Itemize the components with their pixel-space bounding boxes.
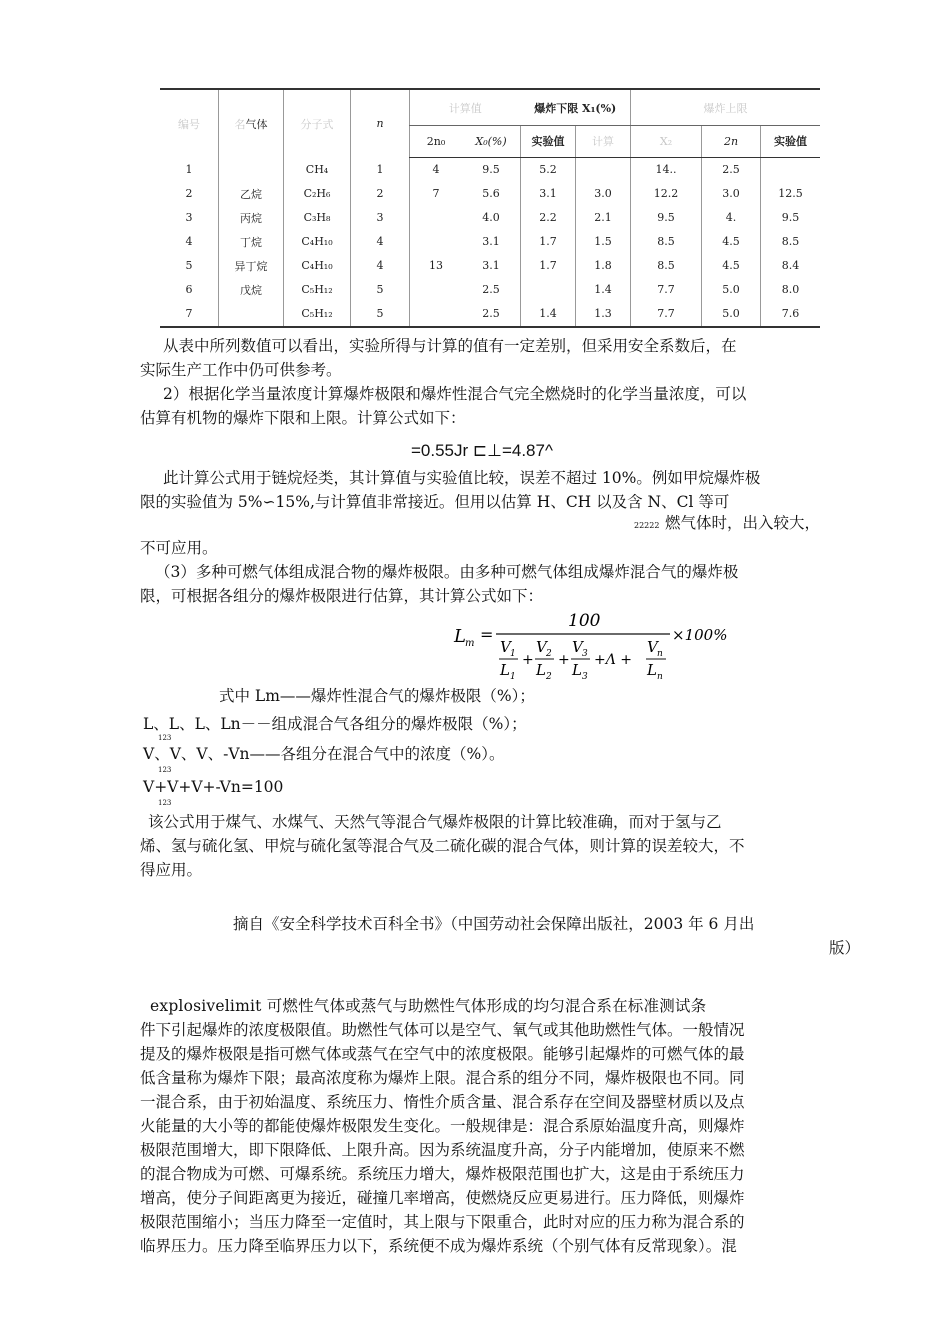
table-cell-exp2: 8.4 — [761, 254, 821, 278]
col-n-header: n — [351, 89, 410, 157]
formula-vn: V — [647, 638, 658, 656]
table-cell-up: 14.. — [631, 157, 702, 182]
definition-l: L、L、L、Ln－－组成混合气各组分的爆炸极限（%）； — [143, 715, 527, 733]
formula-lhs: L — [454, 626, 466, 647]
table-cell-c2n0 — [410, 230, 463, 254]
table-cell-exp: 1.7 — [521, 254, 576, 278]
table-cell-exp — [521, 278, 576, 302]
table-row — [160, 230, 820, 254]
col-formula-header: 分子式 — [284, 89, 351, 157]
source-citation-line-2: 版） — [829, 939, 861, 957]
definition-paragraph-line-11: 临界压力。压力降至临界压力以下，系统便不成为爆炸系统（个别气体有反常现象）。混 — [140, 1237, 737, 1255]
table-cell-no: 3 — [185, 211, 193, 225]
table-cell-n: 3 — [351, 206, 410, 230]
svg-text:+: + — [558, 652, 570, 668]
table-cell-exp2: 12.5 — [761, 182, 821, 206]
formula-l1: L — [500, 661, 510, 679]
table-cell-formula: C₅H₁₂ — [284, 302, 351, 327]
definition-paragraph-line-4: 低含量称为爆炸下限；最高浓度称为爆炸上限。混合系的组分不同，爆炸极限也不同。同 — [140, 1069, 745, 1087]
col-gas-header: 名气体 — [219, 89, 284, 157]
table-cell-exp2: 8.5 — [761, 230, 821, 254]
table-cell-n: 1 — [351, 157, 410, 182]
table-cell-c2n0: 7 — [410, 182, 463, 206]
table-cell-up: 8.5 — [631, 254, 702, 278]
table-cell-c2n: 4.5 — [702, 230, 761, 254]
table-cell-n: 5 — [351, 302, 410, 327]
sub-x0: X₀(%) — [462, 126, 521, 158]
formula-v2-sub: 2 — [546, 649, 552, 659]
table-cell-x0: 4.0 — [482, 211, 500, 225]
svg-text:=: = — [480, 625, 494, 644]
table-cell-x0: 2.5 — [482, 283, 500, 297]
table-cell-exp2: 8.0 — [761, 278, 821, 302]
table-cell-exp2: 9.5 — [761, 206, 821, 230]
table-cell-no: 1 — [185, 163, 193, 176]
sub-exp1: 实验值 — [521, 126, 576, 158]
table-cell-up: 9.5 — [631, 206, 702, 230]
table-cell-c2n0 — [410, 206, 463, 230]
table-cell-up: 8.5 — [631, 230, 702, 254]
paragraph-3-line-4: 不可应用。 — [140, 539, 218, 557]
table-row — [160, 157, 820, 182]
table-row — [160, 278, 820, 302]
index-digits-1: 123 — [158, 734, 172, 742]
paragraph-5-line-3: 得应用。 — [140, 861, 203, 879]
sub-up: X₂ — [631, 126, 702, 158]
table-cell-formula: C₅H₁₂ — [284, 278, 351, 302]
col-calc-header: 计算值 — [410, 89, 521, 126]
paragraph-3-line-2: 限的实验值为 5%∽15%,与计算值非常接近。但用以估算 H、CH 以及含 N、Cl 等可 — [140, 493, 730, 511]
definition-paragraph-line-8: 的混合物成为可燃、可爆系统。系统压力增大，爆炸极限范围也扩大，这是由于系统压力 — [140, 1165, 745, 1183]
table-cell-blank: 2.1 — [576, 206, 631, 230]
table-cell-exp: 1.7 — [521, 230, 576, 254]
table-cell-c2n: 4. — [702, 206, 761, 230]
definition-paragraph-line-9: 增高，使分子间距离更为接近，碰撞几率增高，使燃烧反应更易进行。压力降低，则爆炸 — [140, 1189, 745, 1207]
paragraph-4-line-1: （3）多种可燃气体组成混合物的爆炸极限。由多种可燃气体组成爆炸混合气的爆炸极 — [155, 563, 739, 581]
table-cell-exp: 1.4 — [521, 302, 576, 327]
table-cell-c2n0: 4 — [410, 157, 463, 182]
definition-lm: 式中 Lm——爆炸性混合气的爆炸极限（%）； — [219, 687, 535, 705]
formula-lhs-sub: m — [465, 638, 475, 649]
formula-times-100: ×100% — [672, 626, 728, 644]
col-upper-limit-header: 爆炸上限 — [631, 89, 821, 126]
paragraph-1-line-1: 从表中所列数值可以看出，实验所得与计算的值有一定差别，但采用安全系数后，在 — [163, 337, 737, 355]
formula-v3-sub: 3 — [582, 649, 588, 659]
table-cell-c2n: 2.5 — [702, 157, 761, 182]
formula-l3-sub: 3 — [582, 672, 588, 682]
formula-v2: V — [536, 638, 547, 656]
table-cell-c2n: 5.0 — [702, 302, 761, 327]
table-cell-c2n: 5.0 — [702, 278, 761, 302]
table-cell-exp: 2.2 — [521, 206, 576, 230]
table-cell-blank: 3.0 — [576, 182, 631, 206]
table-cell-up: 12.2 — [631, 182, 702, 206]
table-cell-gas: 丙烷 — [219, 206, 284, 230]
definition-paragraph-line-10: 极限范围缩小；当压力降至一定值时，其上限与下限重合，此时对应的压力称为混合系的 — [140, 1213, 745, 1231]
formula-l2: L — [536, 661, 546, 679]
sub-2n0: 2n₀ — [410, 126, 463, 158]
table-cell-blank: 1.3 — [576, 302, 631, 327]
table-cell-formula: C₃H₈ — [284, 206, 351, 230]
table-cell-gas — [219, 302, 284, 327]
table-cell-x0: 9.5 — [482, 163, 500, 177]
formula-v3: V — [572, 638, 583, 656]
formula-l2-sub: 2 — [546, 672, 552, 682]
table-cell-exp2: 7.6 — [761, 302, 821, 327]
table-cell-c2n: 4.5 — [702, 254, 761, 278]
table-cell-formula: CH₄ — [284, 157, 351, 182]
table-cell-no: 2 — [185, 187, 193, 201]
table-cell-blank — [576, 157, 631, 182]
table-cell-no: 6 — [185, 283, 193, 297]
definition-paragraph-line-5: 一混合系，由于初始温度、系统压力、惰性介质含量、混合系存在空间及器壁材质以及点 — [140, 1093, 745, 1111]
table-cell-gas: 异丁烷 — [219, 254, 284, 278]
sub-2n: 2n — [702, 126, 761, 158]
formula-v1: V — [500, 638, 511, 656]
paragraph-2-line-1: 2）根据化学当量浓度计算爆炸极限和爆炸性混合气完全燃烧时的化学当量浓度，可以 — [163, 385, 747, 403]
svg-text:+: + — [522, 652, 534, 668]
table-cell-n: 5 — [351, 278, 410, 302]
table-cell-c2n0 — [410, 302, 463, 327]
table-cell-no: 5 — [185, 259, 193, 273]
table-cell-blank: 1.8 — [576, 254, 631, 278]
table-cell-x0: 5.6 — [482, 187, 500, 201]
paragraph-4-line-2: 限，可根据各组分的爆炸极限进行估算，其计算公式如下： — [140, 587, 544, 605]
table-cell-c2n0 — [410, 278, 463, 302]
table-cell-gas: 丁烷 — [219, 230, 284, 254]
paragraph-1-line-2: 实际生产工作中仍可供参考。 — [140, 361, 342, 379]
formula-v1-sub: 1 — [510, 649, 516, 659]
table-cell-up: 7.7 — [631, 302, 702, 327]
col-lower-limit-header: 爆炸下限 X₁(%) — [521, 89, 631, 126]
formula-ln-sub: n — [657, 672, 663, 682]
table-cell-blank: 1.4 — [576, 278, 631, 302]
formula-l3: L — [572, 661, 582, 679]
formula-numerator: 100 — [568, 611, 601, 631]
table-cell-x0: 2.5 — [462, 302, 521, 327]
definition-sum: V+V+V+-Vn=100 — [143, 778, 284, 796]
paragraph-3-line-3: 燃气体时，出入较大， — [665, 514, 821, 532]
table-cell-x0: 3.1 — [482, 235, 500, 249]
subscript-digits: 22222 — [634, 521, 660, 530]
table-cell-formula: C₂H₆ — [284, 182, 351, 206]
definition-paragraph-line-7: 极限范围增大，即下限降低、上限升高。因为系统温度升高，分子内能增加，使原来不燃 — [140, 1141, 745, 1159]
table-row — [160, 302, 820, 327]
table-cell-n: 2 — [351, 182, 410, 206]
gas-explosion-limit-table — [160, 88, 820, 328]
table-row — [160, 182, 820, 206]
paragraph-5-line-2: 烯、氢与硫化氢、甲烷与硫化氢等混合气及二硫化碳的混合气体，则计算的误差较大，不 — [140, 837, 745, 855]
le-chatelier-formula — [450, 606, 750, 686]
table-cell-formula: C₄H₁₀ — [284, 254, 351, 278]
paragraph-5-line-1: 该公式用于煤气、水煤气、天然气等混合气爆炸极限的计算比较准确，而对于氢与乙 — [148, 813, 722, 831]
table-cell-up: 7.7 — [631, 278, 702, 302]
definition-paragraph-line-2: 件下引起爆炸的浓度极限值。助燃性气体可以是空气、氧气或其他助燃性气体。一般情况 — [140, 1021, 745, 1039]
table-cell-c2n0: 13 — [410, 254, 463, 278]
source-citation-line-1: 摘自《安全科学技术百科全书》（中国劳动社会保障出版社，2003 年 6 月出 — [233, 915, 755, 933]
table-cell-gas — [219, 157, 284, 182]
index-digits-3: 123 — [158, 799, 172, 807]
definition-paragraph-line-1: explosivelimit 可燃性气体或蒸气与助燃性气体形成的均匀混合系在标准测试条 — [150, 997, 707, 1015]
table-row — [160, 206, 820, 230]
definition-paragraph-line-6: 火能量的大小等的都能使爆炸极限发生变化。一般规律是：混合系原始温度升高，则爆炸 — [140, 1117, 745, 1135]
formula-chemical-equivalent: =0.55Jr ⊏⊥=4.87^ — [411, 441, 553, 460]
table-cell-formula: C₄H₁₀ — [284, 230, 351, 254]
table-cell-no: 7 — [160, 302, 219, 327]
table-cell-gas: 乙烷 — [219, 182, 284, 206]
definition-paragraph-line-3: 提及的爆炸极限是指可燃气体或蒸气在空气中的浓度极限。能够引起爆炸的可燃气体的最 — [140, 1045, 745, 1063]
formula-ln: L — [647, 661, 657, 679]
table-cell-c2n: 3.0 — [702, 182, 761, 206]
table-cell-gas: 戊烷 — [219, 278, 284, 302]
formula-l1-sub: 1 — [510, 672, 516, 682]
index-digits-2: 123 — [158, 766, 172, 774]
paragraph-2-line-2: 估算有机物的爆炸下限和上限。计算公式如下： — [140, 409, 466, 427]
table-cell-n: 4 — [351, 254, 410, 278]
formula-ellipsis: +Λ + — [594, 652, 633, 668]
table-cell-exp: 3.1 — [521, 182, 576, 206]
sub-exp2: 实验值 — [761, 126, 821, 158]
paragraph-3-line-1: 此计算公式用于链烷烃类，其计算值与实验值比较，误差不超过 10%。例如甲烷爆炸极 — [163, 469, 761, 487]
table-cell-blank: 1.5 — [576, 230, 631, 254]
table-cell-no: 4 — [185, 235, 193, 249]
formula-vn-sub: n — [657, 649, 663, 659]
definition-v: V、V、V、-Vn——各组分在混合气中的浓度（%）。 — [143, 745, 505, 763]
table-cell-n: 4 — [351, 230, 410, 254]
sub-blank: 计算 — [576, 126, 631, 158]
table-row — [160, 254, 820, 278]
table-cell-exp2 — [761, 157, 821, 182]
table-cell-x0: 3.1 — [482, 259, 500, 273]
table-cell-exp: 5.2 — [521, 157, 576, 182]
col-no-header: 编号 — [160, 89, 219, 157]
